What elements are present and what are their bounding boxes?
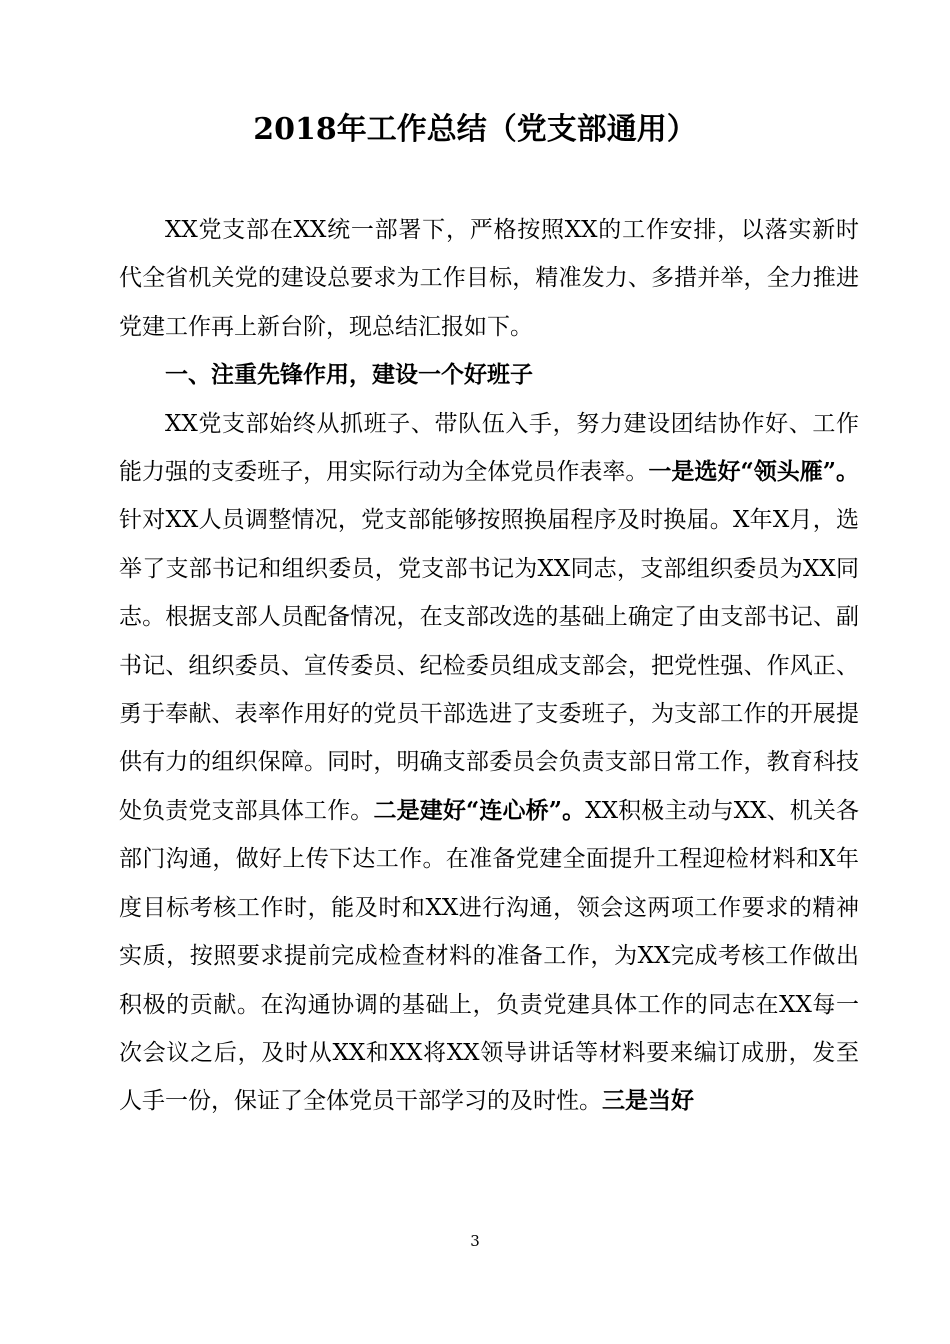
paragraph-text: XX党支部始终从抓班子、带队伍入手，努力建设团结协作好、工作能力强的支委班子，用实际行动为全体党员作表率。: [119, 410, 859, 486]
document-title: 2018年工作总结（党支部通用）: [253, 112, 697, 147]
body-paragraph: [119, 400, 859, 1126]
bold-point-2: 二是建好“连心桥”。: [373, 796, 586, 824]
intro-paragraph: XX党支部在XX统一部署下，严格按照XX的工作安排，以落实新时代全省机关党的建设总要求为工作目标，精准发力、多措并举，全力推进党建工作再上新台阶，现总结汇报如下。: [119, 217, 859, 340]
page-number: 3: [470, 1232, 480, 1250]
bold-point-1: 一是选好“领头雁”。: [648, 458, 859, 486]
document-body: [119, 206, 859, 1126]
paragraph-text: 针对XX人员调整情况，党支部能够按照换届程序及时换届。X年X月，选举了支部书记和组织委员，党支部书记为XX同志，支部组织委员为XX同志。根据支部人员配备情况，在支部改选的基础上确定了由支部书记、副书记、组织委员、宣传委员、纪检委员组成支部会，把党性强、作风正、勇于奉献、表率作用好的党员干部选进了支委班子，为支部工作的开展提供有力的组织保障。同时，明确支部委员会负责支部日常工作，教育科技处负责党支部具体工作。: [119, 507, 859, 824]
section-heading: 一、注重先锋作用，建设一个好班子: [165, 361, 533, 389]
bold-point-3: 三是当好: [602, 1087, 694, 1115]
paragraph-text: XX积极主动与XX、机关各部门沟通，做好上传下达工作。在准备党建全面提升工程迎检材料和X年度目标考核工作时，能及时和XX进行沟通，领会这两项工作要求的精神实质，按照要求提前完成检查材料的准备工作，为XX完成考核工作做出积极的贡献。在沟通协调的基础上，负责党建具体工作的同志在XX每一次会议之后，及时从XX和XX将XX领导讲话等材料要来编订成册，发至人手一份，保证了全体党员干部学习的及时性。: [119, 797, 859, 1115]
